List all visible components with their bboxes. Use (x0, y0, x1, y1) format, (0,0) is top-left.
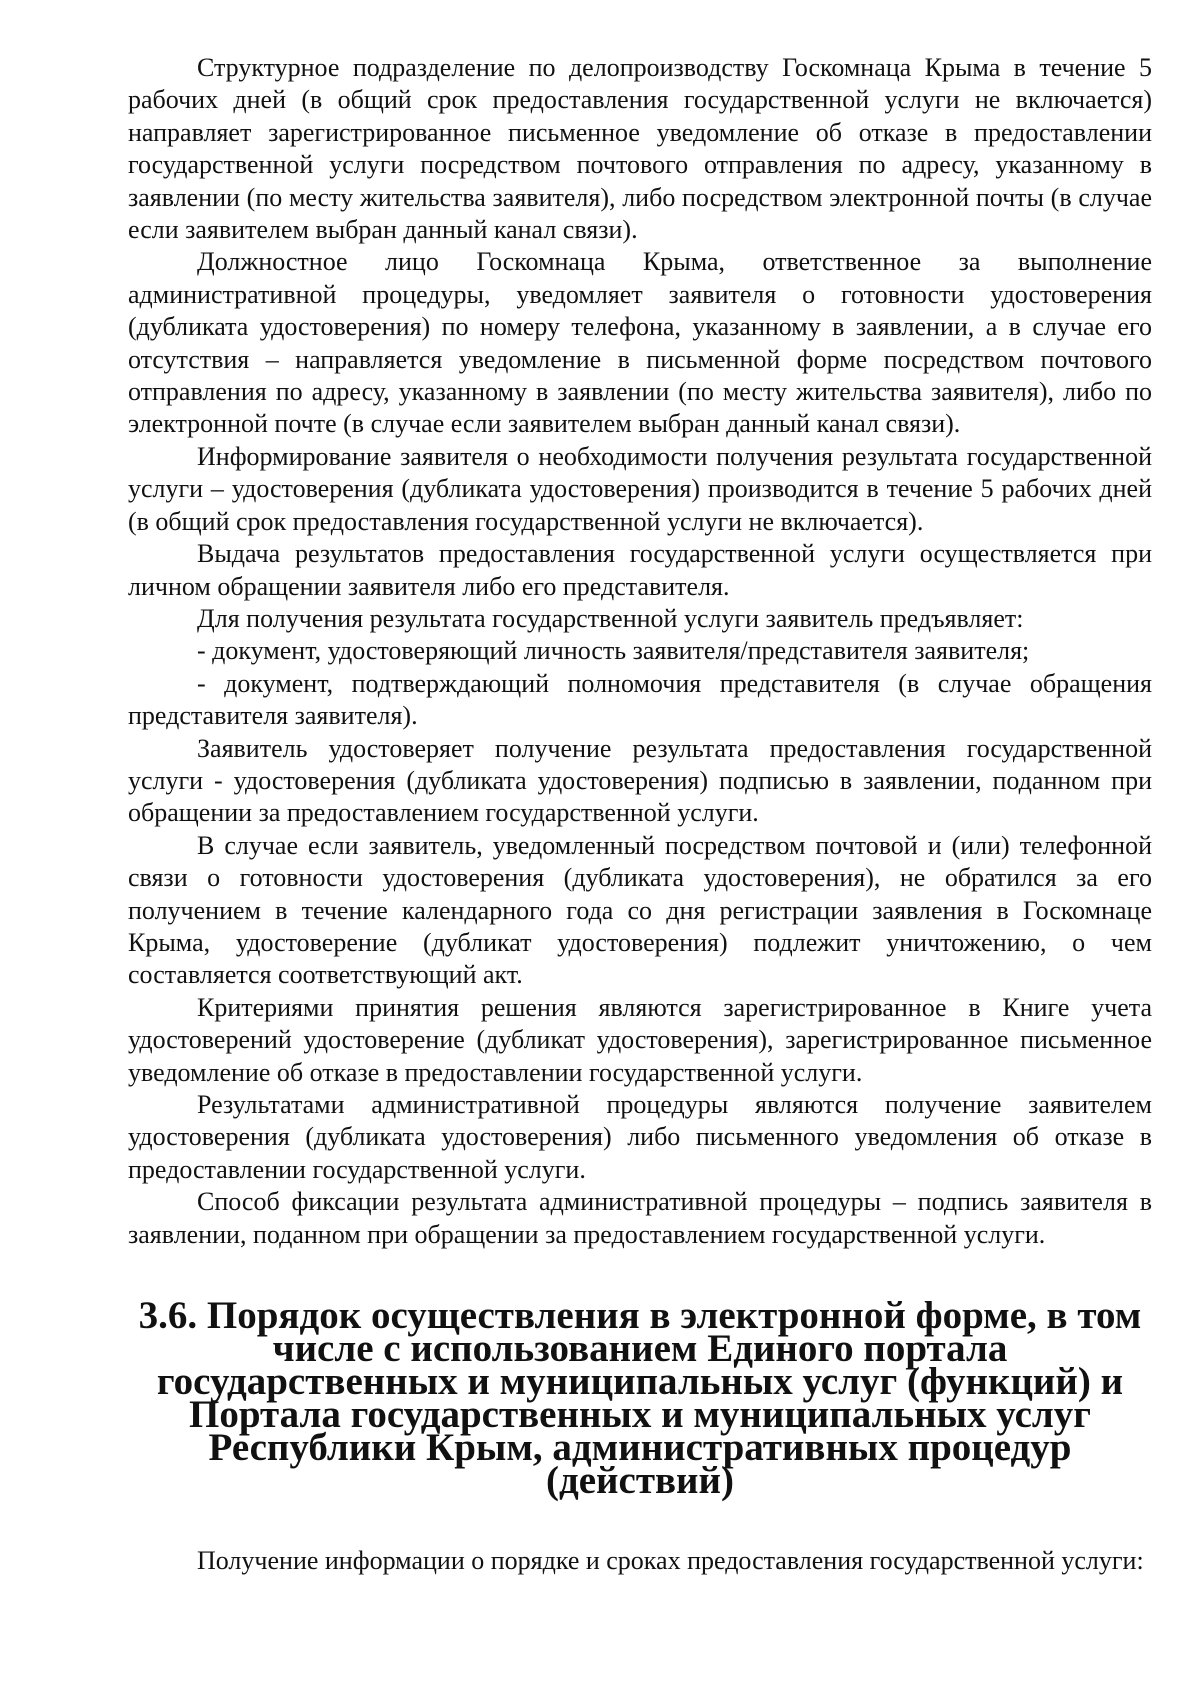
paragraph-refusal-notice: Структурное подразделение по делопроизводству Госкомнаца Крыма в течение 5 рабочих дней (в общий срок предоставления государственной услуги не включается) направляет зарегистрированное письменное уведомление об отказе в предоставлении государственной услуги посредством почтового отправления по адресу, указанному в заявлении (по месту жительства заявителя), либо посредством электронной почты (в случае если заявителем выбран данный канал связи). (128, 53, 1152, 245)
paragraph-required-documents-intro: Для получения результата государственной услуги заявитель предъявляет: (197, 603, 1024, 633)
paragraph-informing-applicant: Информирование заявителя о необходимости получения результата государственной услуги – удостоверения (дубликата удостоверения) производится в течение 5 рабочих дней (в общий срок предоставления государственной услуги не включается). (128, 441, 1152, 536)
section-heading: 3.6. Порядок осуществления в электронной форме, в том числе с использованием Единого портала государственных и муниципальных услуг (функций) и Портала государственных и муниципальных услуг Республики Крым, административных процедур (действий) (138, 1294, 1142, 1503)
paragraph-issuance: Выдача результатов предоставления государственной услуги осуществляется при личном обращении заявителя либо его представителя. (128, 539, 1152, 601)
paragraph-procedure-results: Результатами административной процедуры являются получение заявителем удостоверения (дубликата удостоверения) либо письменного уведомления об отказе в предоставлении государственной услуги. (128, 1090, 1152, 1184)
paragraph-destruction: В случае если заявитель, уведомленный посредством почтовой и (или) телефонной связи о готовности удостоверения (дубликата удостоверения), не обратился за его получением в течение календарного года со дня регистрации заявления в Госкомнаце Крыма, удостоверение (дубликат удостоверения) подлежит уничтожению, о чем составляется соответствующий акт. (128, 830, 1152, 990)
paragraph-information-request: Получение информации о порядке и сроках предоставления государственной услуги: (197, 1546, 1144, 1576)
paragraph-readiness-notification: Должностное лицо Госкомнаца Крыма, ответственное за выполнение административной процедуры, уведомляет заявителя о готовности удостоверения (дубликата удостоверения) по номеру телефона, указанному в заявлении, а в случае его отсутствия – направляется уведомление в письменной форме посредством почтового отправления по адресу, указанному в заявлении (по месту жительства заявителя), либо по электронной почте (в случае если заявителем выбран данный канал связи). (128, 247, 1152, 439)
paragraph-decision-criteria: Критериями принятия решения являются зарегистрированное в Книге учета удостоверений удостоверение (дубликат удостоверения), зарегистрированное письменное уведомление об отказе в предоставлении государственной услуги. (128, 992, 1152, 1087)
list-item-identity-document: - документ, удостоверяющий личность заявителя/представителя заявителя; (197, 636, 1030, 666)
list-item-authority-document: - документ, подтверждающий полномочия представителя (в случае обращения представителя заявителя). (128, 668, 1152, 731)
paragraph-recording-method: Способ фиксации результата административной процедуры – подпись заявителя в заявлении, поданном при обращении за предоставлением государственной услуги. (128, 1187, 1152, 1249)
document-page (128, 52, 1152, 1577)
paragraph-signature-confirmation: Заявитель удостоверяет получение результата предоставления государственной услуги - удостоверения (дубликата удостоверения) подписью в заявлении, поданном при обращении за предоставлением государственной услуги. (128, 733, 1152, 828)
